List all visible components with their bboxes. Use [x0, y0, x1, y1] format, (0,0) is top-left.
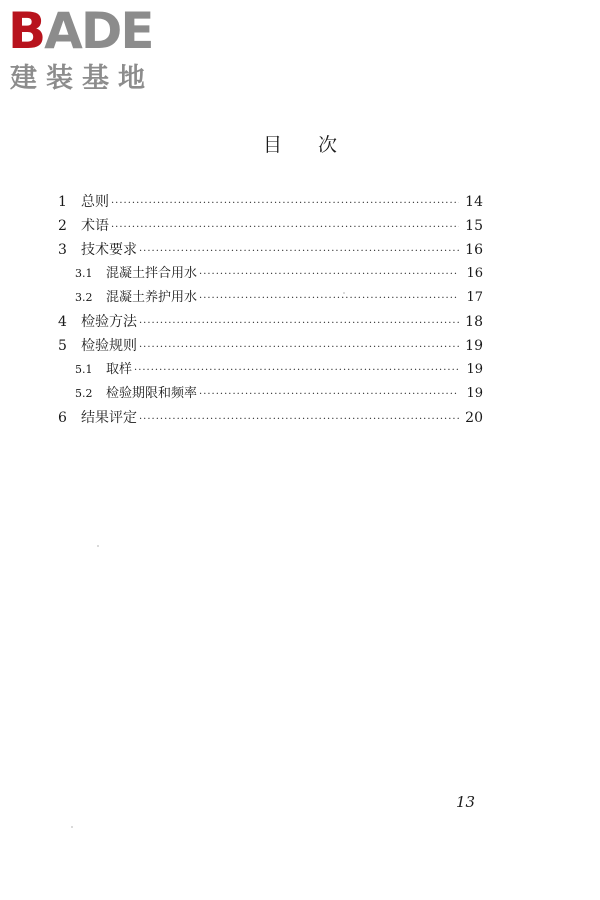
toc-leader-dots	[139, 408, 459, 432]
logo-accent-letter: B	[8, 2, 45, 60]
toc-entry-number: 6	[58, 410, 67, 426]
toc-entry-page: 14	[465, 194, 483, 210]
toc-entry-page: 16	[465, 242, 483, 258]
toc-entry-number: 5	[58, 338, 67, 354]
toc-entry-title: 技术要求	[81, 242, 137, 258]
toc-leader-dots	[134, 359, 459, 383]
toc-entry-number: 3.2	[75, 291, 93, 304]
toc-entry-page: 15	[465, 218, 483, 234]
toc-leader-dots	[139, 312, 459, 336]
toc-entry-title: 结果评定	[81, 410, 137, 426]
toc-entry-page: 17	[466, 290, 483, 305]
toc-entry-title: 总则	[81, 194, 109, 210]
toc-entry-title: 取样	[106, 362, 133, 377]
toc-entry-title: 检验规则	[81, 338, 137, 354]
scan-speck	[343, 292, 345, 294]
toc-entry-title: 混凝土拌合用水	[106, 266, 198, 281]
toc-entry-page: 19	[466, 362, 483, 377]
logo-word-rest: ADE	[44, 2, 153, 60]
toc-leader-dots	[199, 383, 459, 407]
toc-leader-dots	[111, 216, 459, 240]
toc-entry-page: 18	[465, 314, 483, 330]
toc-entry-2[interactable]	[58, 214, 483, 238]
toc-entry-1[interactable]	[58, 190, 483, 214]
toc-entry-title: 混凝土养护用水	[106, 290, 198, 305]
toc-entry-3-2[interactable]	[58, 286, 483, 310]
toc-entry-page: 20	[465, 410, 483, 426]
toc-entry-6[interactable]	[58, 406, 483, 430]
toc-list	[58, 190, 483, 430]
toc-entry-number: 5.1	[75, 363, 93, 376]
page-number: 13	[456, 793, 476, 811]
toc-entry-page: 19	[466, 386, 483, 401]
toc-entry-number: 3	[58, 242, 67, 258]
toc-title: 目次	[262, 134, 373, 156]
toc-leader-dots	[199, 287, 459, 311]
toc-entry-3-1[interactable]	[58, 262, 483, 286]
scan-speck	[71, 826, 73, 828]
toc-entry-page: 16	[466, 266, 483, 281]
toc-entry-number: 1	[58, 194, 67, 210]
logo-chinese-text: 建装基地	[10, 63, 154, 94]
toc-leader-dots	[199, 263, 459, 287]
toc-entry-5[interactable]	[58, 334, 483, 358]
toc-entry-page: 19	[465, 338, 483, 354]
toc-entry-3[interactable]	[58, 238, 483, 262]
toc-entry-title: 检验方法	[81, 314, 137, 330]
toc-entry-5-1[interactable]	[58, 358, 483, 382]
toc-entry-5-2[interactable]	[58, 382, 483, 406]
toc-entry-number: 4	[58, 314, 67, 330]
logo-wordmark	[8, 2, 153, 60]
bade-logo	[8, 2, 178, 96]
toc-leader-dots	[139, 240, 459, 264]
toc-entry-number: 2	[58, 218, 67, 234]
toc-leader-dots	[139, 336, 459, 360]
toc-entry-number: 5.2	[75, 387, 93, 400]
toc-entry-title: 检验期限和频率	[106, 386, 198, 401]
toc-entry-number: 3.1	[75, 267, 93, 280]
scan-speck	[97, 545, 99, 547]
toc-entry-title: 术语	[81, 218, 109, 234]
toc-leader-dots	[111, 192, 459, 216]
toc-entry-4[interactable]	[58, 310, 483, 334]
